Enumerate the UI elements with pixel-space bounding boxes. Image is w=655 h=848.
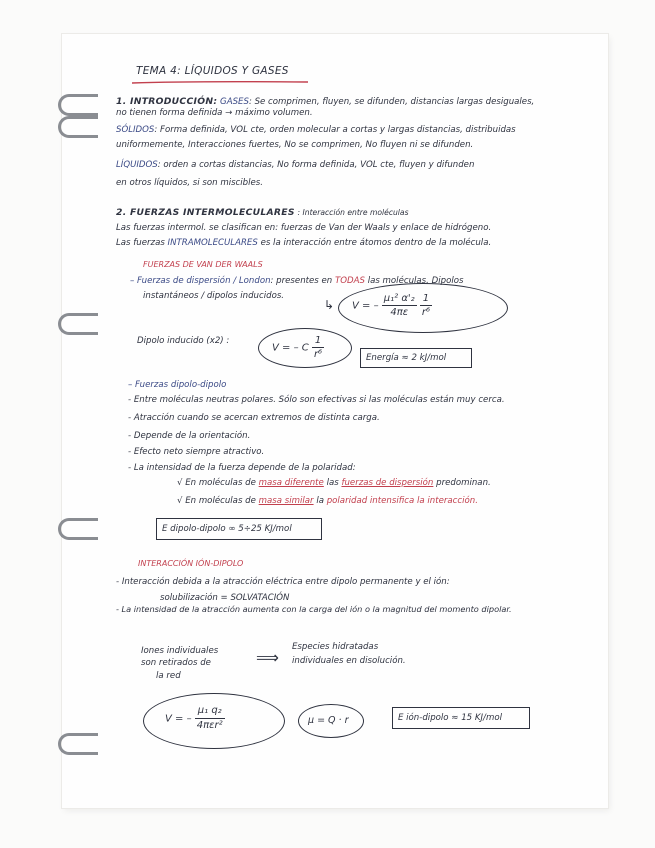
london-fraction-2 bbox=[420, 292, 432, 319]
fuerzas-line-2a: Las fuerzas bbox=[116, 238, 165, 248]
london-fraction-1-den: 4πε bbox=[390, 307, 409, 318]
dipolo-inducido-label: Dipolo inducido (x2) : bbox=[137, 336, 230, 346]
iones-line-1: Iones individuales bbox=[141, 646, 219, 656]
check2-b: masa similar bbox=[258, 496, 314, 506]
dipolo-fraction-num: 1 bbox=[312, 334, 324, 348]
fuerzas-line-2c: es la interacción entre átomos dentro de la molécula. bbox=[260, 238, 492, 248]
london-line-2: instantáneos / dipolos inducidos. bbox=[143, 291, 285, 301]
dd-item: - Depende de la orientación. bbox=[128, 431, 251, 441]
solidos-text: : Forma definida, VOL cte, orden molecular a cortas y largas distancias, distribuidas bbox=[154, 125, 516, 135]
gases-label: GASES bbox=[220, 97, 249, 107]
check1-a: √ En moléculas de bbox=[177, 478, 256, 488]
binder-ring bbox=[58, 518, 98, 540]
ion-fraction bbox=[195, 704, 225, 733]
liquidos-text: : orden a cortas distancias, No forma definida, VOL cte, fluyen y difunden bbox=[157, 160, 475, 170]
arrow-icon: ↳ bbox=[324, 298, 335, 312]
dipolo-fraction bbox=[312, 334, 324, 361]
title-underline bbox=[130, 80, 310, 86]
ion-formula bbox=[165, 704, 225, 733]
mu-formula: μ = Q · r bbox=[308, 715, 349, 726]
binder-ring bbox=[58, 733, 98, 755]
double-arrow-icon: ⟹ bbox=[256, 648, 279, 667]
check1-e: predominan. bbox=[436, 478, 491, 488]
ion-fraction-den: 4πεr² bbox=[196, 720, 223, 731]
dipolo-formula-lhs: V = – C bbox=[272, 342, 309, 354]
check2-c: la bbox=[316, 496, 324, 506]
energia-text: Energía ≈ 2 kJ/mol bbox=[366, 353, 447, 363]
ion-line-2: solubilización = SOLVATACIÓN bbox=[160, 593, 290, 603]
dd-item: - Efecto neto siempre atractivo. bbox=[128, 447, 265, 457]
check1-d: fuerzas de dispersión bbox=[341, 478, 434, 488]
fuerzas-line-2 bbox=[116, 238, 491, 249]
edd-text: E dipolo-dipolo ∞ 5÷25 KJ/mol bbox=[162, 524, 292, 534]
solidos-label: SÓLIDOS bbox=[116, 125, 155, 135]
dd-item: - Entre moléculas neutras polares. Sólo son efectivas si las moléculas están muy cerca. bbox=[128, 395, 505, 405]
london-fraction-2-num: 1 bbox=[420, 292, 432, 306]
check2-a: √ En moléculas de bbox=[177, 496, 256, 506]
london-fraction-1 bbox=[382, 292, 417, 319]
ion-line-3: - La intensidad de la atracción aumenta con la carga del ión o la magnitud del momento dipolar. bbox=[116, 604, 512, 614]
binder-ring bbox=[58, 116, 98, 138]
london-label: – Fuerzas de dispersión / London bbox=[130, 276, 271, 286]
iones-line-2: son retirados de bbox=[141, 658, 211, 668]
dd-item: - La intensidad de la fuerza depende de la polaridad: bbox=[128, 463, 356, 473]
ion-line-1: - Interacción debida a la atracción eléctrica entre dipolo permanente y el ión: bbox=[116, 577, 450, 587]
london-formula-lhs: V = – bbox=[352, 300, 379, 312]
london-fraction-2-den: r⁶ bbox=[421, 307, 430, 318]
fuerzas-heading-line bbox=[116, 207, 409, 219]
check-line-1 bbox=[177, 478, 491, 489]
especies-line-1: Especies hidratadas bbox=[292, 642, 379, 652]
intro-heading: 1. INTRODUCCIÓN: bbox=[116, 96, 218, 107]
dipolo-fraction-den: r⁶ bbox=[313, 349, 323, 360]
dd-heading: – Fuerzas dipolo-dipolo bbox=[128, 380, 227, 390]
check-line-2 bbox=[177, 496, 478, 507]
gases-text: : Se comprimen, fluyen, se difunden, distancias largas desiguales, bbox=[248, 97, 535, 107]
e-ion-text: E ión-dipolo ≈ 15 KJ/mol bbox=[398, 713, 502, 723]
especies-line-2: individuales en disolución. bbox=[292, 656, 406, 666]
check1-c: las bbox=[326, 478, 339, 488]
solidos-line bbox=[116, 125, 516, 136]
ion-dipolo-heading: INTERACCIÓN IÓN-DIPOLO bbox=[138, 559, 244, 568]
liquidos-label: LÍQUIDOS bbox=[116, 160, 158, 170]
dipolo-formula bbox=[272, 334, 324, 361]
london-text-b: : presentes en bbox=[270, 276, 333, 286]
ion-formula-lhs: V = – bbox=[165, 713, 192, 725]
ion-fraction-num: μ₁ q₂ bbox=[195, 704, 225, 719]
page-title: TEMA 4: LÍQUIDOS Y GASES bbox=[136, 65, 289, 77]
intramoleculares-label: INTRAMOLECULARES bbox=[167, 238, 258, 248]
iones-line-3: la red bbox=[156, 671, 181, 681]
check1-b: masa diferente bbox=[258, 478, 324, 488]
fuerzas-heading: 2. FUERZAS INTERMOLECULARES bbox=[116, 207, 295, 218]
todas-label: TODAS bbox=[334, 276, 365, 286]
london-formula bbox=[352, 292, 432, 319]
dd-item: - Atracción cuando se acercan extremos de distinta carga. bbox=[128, 413, 380, 423]
binder-ring bbox=[58, 313, 98, 335]
fuerzas-heading-note: : Interacción entre moléculas bbox=[297, 208, 409, 217]
fuerzas-line-1: Las fuerzas intermol. se clasifican en: fuerzas de Van der Waals y enlace de hidrógeno. bbox=[116, 223, 492, 233]
vdw-heading: FUERZAS DE VAN DER WAALS bbox=[143, 260, 263, 269]
london-fraction-1-num: μ₁² α'₂ bbox=[383, 293, 415, 304]
liquidos-text-2: en otros líquidos, si son miscibles. bbox=[116, 178, 264, 188]
gases-text-2: no tienen forma definida → máximo volumen. bbox=[116, 108, 313, 118]
binder-ring bbox=[58, 94, 98, 116]
check2-d: polaridad intensifica la interacción. bbox=[326, 496, 478, 506]
solidos-text-2: uniformemente, Interacciones fuertes, No se comprimen, No fluyen ni se difunden. bbox=[116, 140, 474, 150]
london-text-d: las moléculas. Dipolos bbox=[367, 276, 464, 286]
intro-gases-line bbox=[116, 96, 534, 108]
liquidos-line bbox=[116, 160, 474, 171]
